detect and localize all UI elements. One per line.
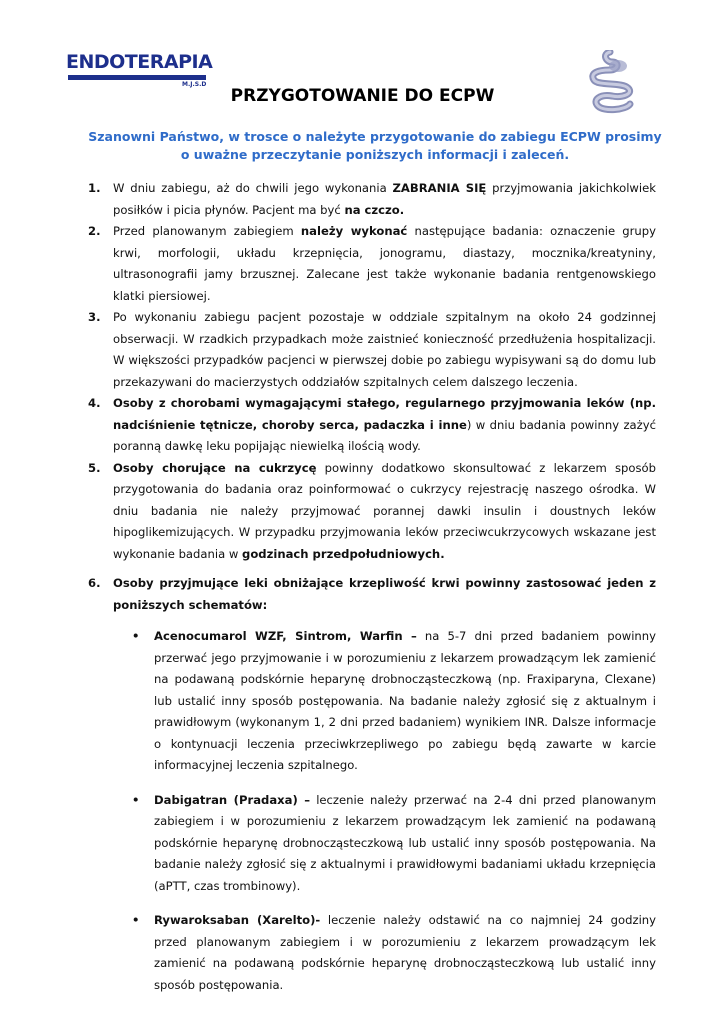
list-item-2: 2. Przed planowanym zabiegiem należy wykonać następujące badania: oznaczenie grupy krwi, morfologii, układu krzepnięcia, jonogramu, diastazy, mocznika/kreatyniny, ultrasonografii jamy brzusznej. Zalecane jest także wykonanie badania rentgenowskiego klatki piersiowej. bbox=[88, 221, 656, 307]
list-item-6: 6. Osoby przyjmujące leki obniżające krzepliwość krwi powinny zastosować jeden z poniższych schematów: bbox=[88, 573, 656, 616]
list-item-4: 4. Osoby z chorobami wymagającymi stałego, regularnego przyjmowania leków (np. nadciśnienie tętnicze, choroby serca, padaczka i inne) w dniu badania powinny zażyć poranną dawkę leku popijając niewielką ilością wody. bbox=[88, 393, 656, 458]
bullet-item-acenocumarol: • Acenocumarol WZF, Sintrom, Warfin – na 5-7 dni przed badaniem powinny przerwać jego przyjmowanie i w porozumieniu z lekarzem prowadzącym lek zamienić na podawaną podskórnie heparynę drobnocząsteczkową (np. Fraxiparyna, Clexane) lub ustalić inny sposób postępowania. Na badanie należy zgłosić się z aktualnym i prawidłowym (wykonanym 1, 2 dni przed badaniem) wynikiem INR. Dalsze informacje o kontynuacji leczenia przeciwkrzepliwego po zabiegu będą zawarte w karcie informacyjnej leczenia szpitalnego. bbox=[88, 626, 656, 777]
bullet-item-dabigatran: • Dabigatran (Pradaxa) – leczenie należy przerwać na 2-4 dni przed planowanym zabiegiem i w porozumieniu z lekarzem prowadzącym lek zamienić na podawaną podskórnie heparynę drobnocząsteczkową lub ustalić inny sposób postępowania. Na badanie należy zgłosić się z aktualnymi i prawidłowymi badaniami układu krzepnięcia (aPTT, czas trombinowy). bbox=[88, 790, 656, 898]
anticoagulant-schemes bbox=[88, 626, 656, 996]
bullet-icon: • bbox=[132, 792, 140, 807]
logo-bar bbox=[68, 75, 206, 80]
list-item-1: 1. W dniu zabiegu, aż do chwili jego wykonania ZABRANIA SIĘ przyjmowania jakichkolwiek posiłków i picia płynów. Pacjent ma być na czczo. bbox=[88, 178, 656, 221]
intro-line-1: Szanowni Państwo, w trosce o należyte przygotowanie do zabiegu ECPW prosimy bbox=[88, 129, 662, 144]
intro-text bbox=[80, 128, 670, 164]
item-number: 2. bbox=[88, 224, 101, 238]
item-number: 3. bbox=[88, 310, 101, 324]
bullet-item-rywaroksaban: • Rywaroksaban (Xarelto)- leczenie należy odstawić na co najmniej 24 godziny przed planowanym zabiegiem i w porozumieniu z lekarzem prowadzącym lek zamienić na podawaną podskórnie heparynę drobnocząsteczkową lub ustalić inny sposób postępowania. bbox=[88, 910, 656, 996]
bullet-icon: • bbox=[132, 629, 140, 643]
list-item-5: 5. Osoby chorujące na cukrzycę powinny dodatkowo skonsultować z lekarzem sposób przygotowania do badania oraz poinformować o cukrzycy rejestrację naszego ośrodka. W dniu badania nie należy przyjmować porannej dawki insulin i doustnych leków hipoglikemizujących. W przypadku przyjmowania leków przeciwcukrzycowych wskazane jest wykonanie badania w godzinach przedpołudniowych. bbox=[88, 458, 656, 566]
item-number: 5. bbox=[88, 460, 101, 475]
bullet-icon: • bbox=[132, 913, 140, 927]
logo-text: ENDOTERAPIA bbox=[66, 51, 213, 73]
instruction-list bbox=[88, 178, 656, 1009]
logo-subtext: M.J.S.D bbox=[182, 81, 207, 88]
item-number: 6. bbox=[88, 576, 101, 590]
intro-line-2: o uważne przeczytanie poniższych informacji i zaleceń. bbox=[180, 147, 570, 162]
page-title: PRZYGOTOWANIE DO ECPW bbox=[230, 86, 495, 106]
list-item-3: 3. Po wykonaniu zabiegu pacjent pozostaje w oddziale szpitalnym na około 24 godzinnej obserwacji. W rzadkich przypadkach może zaistnieć konieczność przedłużenia hospitalizacji. W większości przypadków pacjenci w pierwszej dobie po zabiegu wypisywani są do domu lub przekazywani do macierzystych oddziałów szpitalnych celem dalszego leczenia. bbox=[88, 307, 656, 393]
item-number: 1. bbox=[88, 181, 101, 195]
item-number: 4. bbox=[88, 396, 101, 410]
